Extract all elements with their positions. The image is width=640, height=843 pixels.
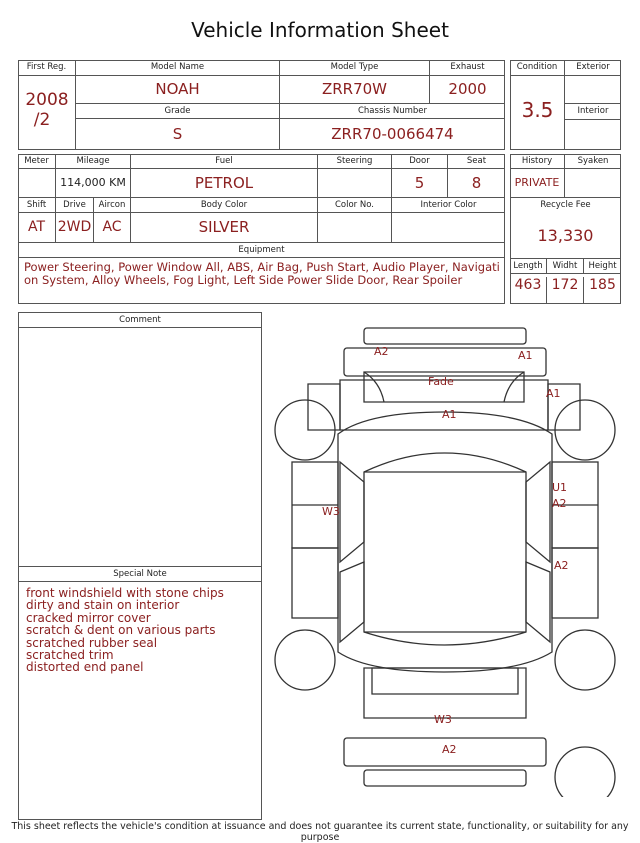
special-note-item: scratched rubber seal xyxy=(26,635,158,650)
exterior-label: Exterior xyxy=(565,60,621,76)
length-label: Length xyxy=(510,259,547,274)
right-rear-window xyxy=(526,562,550,642)
door: 5 xyxy=(392,169,448,198)
mark-front-bumper-left: A2 xyxy=(374,345,389,358)
front-bumper-top xyxy=(364,328,526,344)
aircon: AC xyxy=(94,213,131,243)
drive-label: Drive xyxy=(56,198,94,213)
fuel: PETROL xyxy=(131,169,318,198)
recycle-fee: 13,330 xyxy=(537,226,594,245)
page-title: Vehicle Information Sheet xyxy=(191,18,449,42)
equipment-text: Power Steering, Power Window All, ABS, Air Bag, Push Start, Audio Player, Navigation System, Alloy Wheels, Fog Light, Left Side Power Slide Door, Rear Spoiler xyxy=(24,260,500,287)
mileage: 114,000 KM xyxy=(56,169,131,198)
interior-color-value xyxy=(392,213,505,243)
mark-left-side: W3 xyxy=(322,505,340,518)
fuel-label: Fuel xyxy=(131,154,318,169)
color-no-label: Color No. xyxy=(318,198,392,213)
disclaimer-footer: This sheet reflects the vehicle's condition at issuance and does not guarantee its current state, functionality, or suitability for any purpose xyxy=(11,821,629,843)
history: PRIVATE xyxy=(510,169,565,198)
car-condition-diagram xyxy=(268,322,628,797)
mileage-label: Mileage xyxy=(56,154,131,169)
syaken-label: Syaken xyxy=(565,154,621,169)
special-note-item: cracked mirror cover xyxy=(26,610,151,625)
history-label: History xyxy=(510,154,565,169)
special-note-item: distorted end panel xyxy=(26,660,144,675)
exhaust: 2000 xyxy=(430,76,505,104)
rear-left-wheel xyxy=(275,630,335,690)
length: 463 xyxy=(510,277,547,303)
seat-label: Seat xyxy=(448,154,505,169)
equipment-label: Equipment xyxy=(18,243,505,258)
rear-gate xyxy=(364,668,526,718)
width-label: Widht xyxy=(547,259,584,274)
first-reg-year: 2008 xyxy=(25,90,69,110)
special-note-label: Special Note xyxy=(18,567,262,582)
aircon-label: Aircon xyxy=(94,198,131,213)
left-rear-window xyxy=(340,562,364,642)
comment-label: Comment xyxy=(18,313,262,328)
exhaust-label: Exhaust xyxy=(430,60,505,76)
condition-grade: 3.5 xyxy=(521,98,554,122)
mark-rear-gate: W3 xyxy=(434,713,452,726)
height-label: Height xyxy=(584,259,621,274)
roof xyxy=(364,453,526,645)
mark-windshield: Fade xyxy=(428,375,454,388)
mark-right-rear-door: A2 xyxy=(554,559,569,572)
first-reg-label: First Reg. xyxy=(18,60,76,76)
seat: 8 xyxy=(448,169,505,198)
mark-right-fender: A1 xyxy=(546,387,561,400)
steering-label: Steering xyxy=(318,154,392,169)
special-note-item: scratch & dent on various parts xyxy=(26,623,216,638)
model-type: ZRR70W xyxy=(280,76,430,104)
special-note-item: front windshield with stone chips xyxy=(26,586,224,600)
rear-bumper-bottom xyxy=(364,770,526,786)
meter-value xyxy=(18,169,56,198)
recycle-label: Recycle Fee xyxy=(540,200,591,210)
spare-wheel xyxy=(555,747,615,797)
grade-label: Grade xyxy=(76,104,280,119)
body-color-label: Body Color xyxy=(131,198,318,213)
steering-value xyxy=(318,169,392,198)
shift: AT xyxy=(18,213,56,243)
special-note-item: scratched trim xyxy=(26,648,114,663)
body-color: SILVER xyxy=(131,213,318,243)
mark-right-front-door-2: A2 xyxy=(552,497,567,510)
left-front-window xyxy=(340,462,364,562)
model-name: NOAH xyxy=(76,76,280,104)
height: 185 xyxy=(589,277,616,293)
door-label: Door xyxy=(392,154,448,169)
width: 172 xyxy=(547,277,584,303)
chassis-number: ZRR70-0066474 xyxy=(331,125,454,143)
body-outline xyxy=(338,412,552,672)
rear-right-wheel xyxy=(555,630,615,690)
shift-label: Shift xyxy=(18,198,56,213)
mark-hood: A1 xyxy=(442,408,457,421)
first-reg-month: /2 xyxy=(33,110,51,130)
interior-color-label: Interior Color xyxy=(392,198,505,213)
model-type-label: Model Type xyxy=(280,60,430,76)
right-front-window xyxy=(526,462,550,562)
chassis-label: Chassis Number xyxy=(280,104,505,119)
meter-label: Meter xyxy=(18,154,56,169)
interior-label: Interior xyxy=(565,104,621,120)
special-notes-list xyxy=(26,587,258,674)
special-note-item: dirty and stain on interior xyxy=(26,598,180,613)
condition-label: Condition xyxy=(510,60,565,76)
left-rear-door xyxy=(292,548,338,618)
mark-front-bumper-right: A1 xyxy=(518,349,533,362)
color-no-value xyxy=(318,213,392,243)
mark-right-front-door: U1 xyxy=(552,481,568,494)
drive: 2WD xyxy=(56,213,94,243)
model-name-label: Model Name xyxy=(76,60,280,76)
grade: S xyxy=(76,119,280,150)
mark-rear-bumper: A2 xyxy=(442,743,457,756)
